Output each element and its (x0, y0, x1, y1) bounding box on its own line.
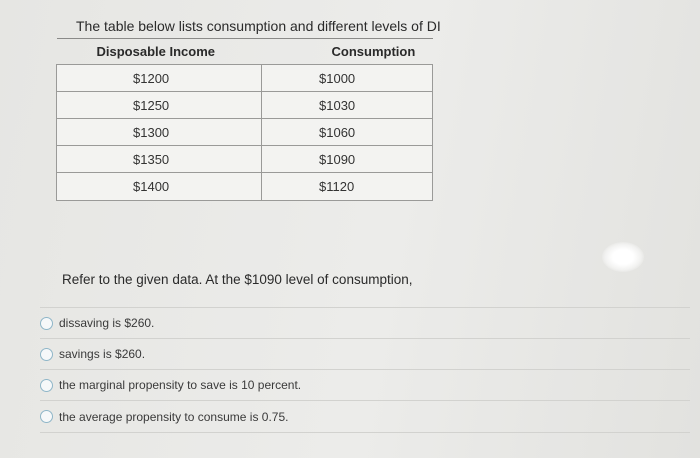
option-mps[interactable] (40, 369, 690, 400)
cell-income: $1300 (57, 119, 262, 146)
cell-consumption: $1030 (262, 92, 433, 119)
cell-consumption: $1000 (262, 65, 433, 92)
option-label[interactable]: the marginal propensity to save is 10 percent. (59, 378, 302, 392)
radio-button[interactable] (40, 410, 53, 423)
answer-options (40, 307, 690, 433)
option-dissaving[interactable] (40, 307, 690, 338)
radio-button[interactable] (40, 348, 53, 361)
cell-consumption: $1120 (262, 173, 433, 201)
table-row (57, 92, 433, 119)
option-savings[interactable] (40, 338, 690, 369)
table-row (57, 173, 433, 201)
radio-button[interactable] (40, 317, 53, 330)
cell-consumption: $1090 (262, 146, 433, 173)
data-table (56, 38, 433, 201)
option-label[interactable]: the average propensity to consume is 0.75. (59, 409, 289, 424)
cell-income: $1350 (57, 146, 262, 173)
radio-button[interactable] (40, 379, 53, 392)
table-header-row (57, 39, 433, 65)
option-label[interactable]: dissaving is $260. (59, 316, 155, 330)
cell-income: $1250 (57, 92, 262, 119)
intro-text: The table below lists consumption and different levels of DI (76, 18, 441, 34)
table-row (57, 119, 433, 146)
header-disposable-income: Disposable Income (57, 39, 262, 65)
table-row (57, 65, 433, 92)
cell-consumption: $1060 (262, 119, 433, 146)
screen-glare (602, 242, 644, 272)
cell-income: $1400 (57, 173, 262, 201)
header-consumption: Consumption (262, 39, 433, 65)
cell-income: $1200 (57, 65, 262, 92)
table-row (57, 146, 433, 173)
option-label[interactable]: savings is $260. (59, 347, 146, 361)
option-apc[interactable] (40, 400, 690, 433)
question-text: Refer to the given data. At the $1090 level of consumption, (62, 272, 413, 287)
